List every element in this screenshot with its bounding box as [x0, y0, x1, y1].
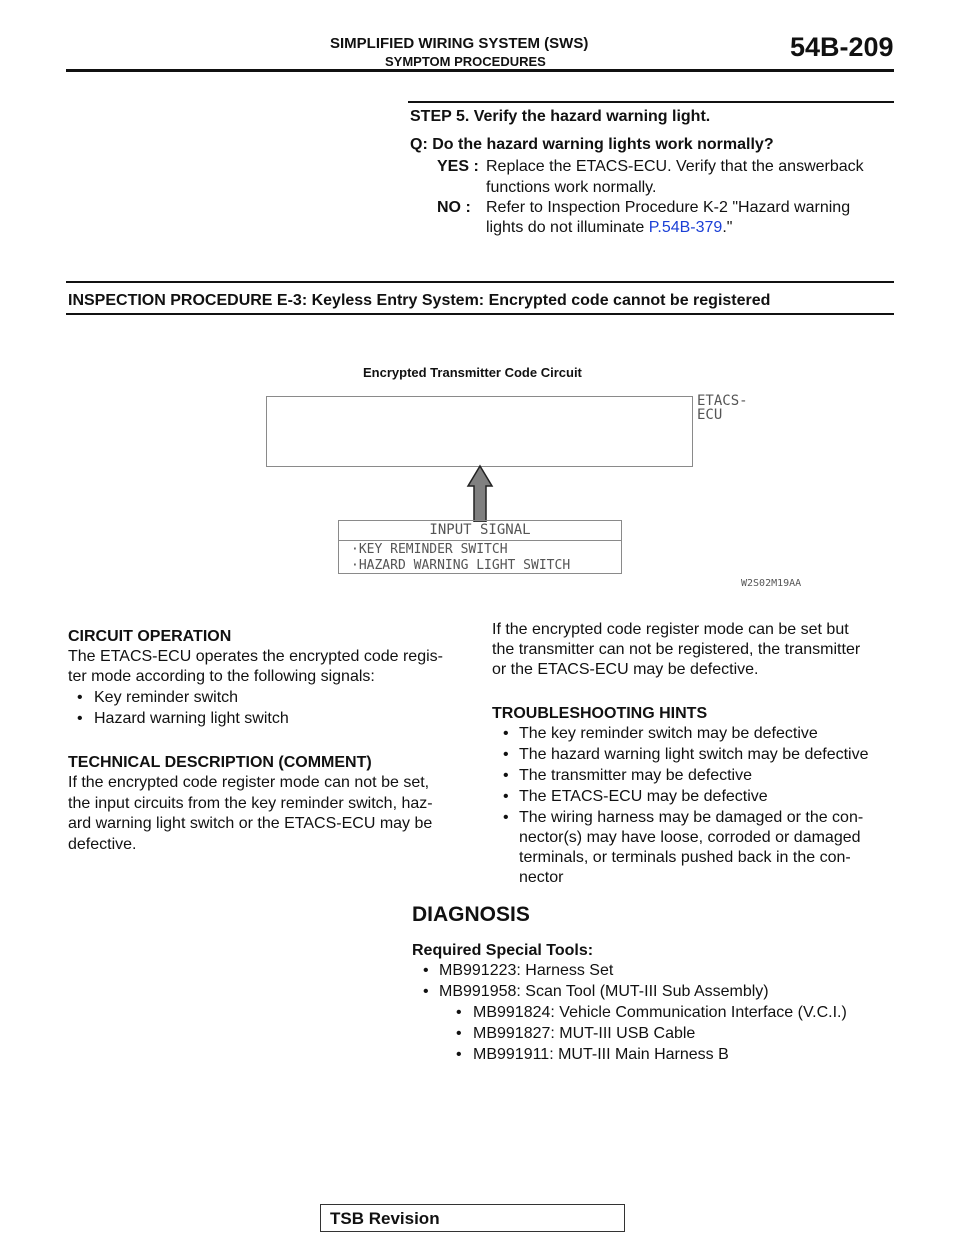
yes-text-1: Replace the ETACS-ECU. Verify that the answerback [486, 158, 864, 175]
list-item: • MB991223: Harness Set [423, 962, 614, 979]
list-item: • The wiring harness may be damaged or the con- nector(s) may have loose, corroded or damaged terminals, or terminals pushed back in the con- nector [503, 809, 864, 886]
header-title: SIMPLIFIED WIRING SYSTEM (SWS) [330, 35, 589, 52]
technical-description-line-2: the input circuits from the key reminder switch, haz- [68, 795, 433, 812]
figure-code: W2S02M19AA [741, 578, 802, 589]
header-rule [66, 69, 894, 72]
step5-title: STEP 5. Verify the hazard warning light. [410, 108, 711, 125]
list-item: • The key reminder switch may be defective [503, 725, 818, 742]
header-subtitle: SYMPTOM PROCEDURES [385, 54, 546, 69]
input-signal-divider [339, 540, 621, 541]
technical-description-line-1: If the encrypted code register mode can not be set, [68, 774, 430, 791]
list-item: • MB991824: Vehicle Communication Interface (V.C.I.) [456, 1004, 847, 1021]
section-rule-bottom [66, 313, 894, 315]
input-signal-box [338, 520, 622, 574]
diagnosis-heading: DIAGNOSIS [412, 903, 530, 926]
step5-question: Q: Do the hazard warning lights work normally? [410, 136, 774, 153]
diagram-title: Encrypted Transmitter Code Circuit [363, 365, 582, 380]
no-label: NO : [437, 199, 471, 216]
input-signal-item-2: ·HAZARD WARNING LIGHT SWITCH [351, 558, 571, 573]
step-rule [408, 101, 894, 103]
no-text-2-pre: lights do not illuminate [486, 219, 649, 236]
footer-label: TSB Revision [330, 1209, 440, 1228]
ecu-label [697, 394, 748, 422]
list-item: • Key reminder switch [68, 688, 289, 708]
input-signal-header: INPUT SIGNAL [429, 522, 531, 538]
troubleshooting-list [492, 724, 902, 888]
circuit-operation-heading: CIRCUIT OPERATION [68, 628, 232, 645]
list-item: • The transmitter may be defective [503, 767, 752, 784]
list-item: • MB991911: MUT-III Main Harness B [456, 1046, 729, 1063]
yes-text-2: functions work normally. [486, 179, 657, 196]
technical-description-heading: TECHNICAL DESCRIPTION (COMMENT) [68, 754, 372, 771]
ecu-label-line-1: ETACS- [697, 393, 748, 409]
circuit-signal-list [68, 688, 289, 729]
section-rule-top [66, 281, 894, 283]
list-item: • MB991958: Scan Tool (MUT-III Sub Assembly) [423, 983, 769, 1000]
technical-description-line-3: ard warning light switch or the ETACS-ECU may be [68, 815, 433, 832]
ecu-label-line-2: ECU [697, 407, 723, 423]
page-number: 54B-209 [790, 32, 894, 62]
tools-heading: Required Special Tools: [412, 942, 594, 959]
circuit-operation-line-2: ter mode according to the following signals: [68, 668, 375, 685]
no-text-2-post: ." [722, 219, 733, 236]
right-intro-line-3: or the ETACS-ECU may be defective. [492, 661, 759, 678]
list-item: • The hazard warning light switch may be defective [503, 746, 869, 763]
input-signal-item-1: ·KEY REMINDER SWITCH [351, 542, 508, 557]
troubleshooting-heading: TROUBLESHOOTING HINTS [492, 705, 708, 722]
list-item: • Hazard warning light switch [68, 709, 289, 729]
list-item: • The ETACS-ECU may be defective [503, 788, 768, 805]
ecu-box [266, 396, 693, 467]
circuit-operation-line-1: The ETACS-ECU operates the encrypted code regis- [68, 648, 443, 665]
section-heading: INSPECTION PROCEDURE E-3: Keyless Entry System: Encrypted code cannot be registered [68, 292, 771, 309]
technical-description-line-4: defective. [68, 836, 137, 853]
no-text-1: Refer to Inspection Procedure K-2 "Hazard warning [486, 199, 851, 216]
signal-arrow-icon [466, 464, 494, 522]
page-link[interactable]: P.54B-379 [648, 219, 723, 236]
no-text-2 [486, 218, 732, 238]
tools-list [412, 961, 912, 1065]
right-intro-line-1: If the encrypted code register mode can be set but [492, 621, 849, 638]
yes-label: YES : [437, 158, 479, 175]
right-intro-line-2: the transmitter can not be registered, the transmitter [492, 641, 861, 658]
list-item: • MB991827: MUT-III USB Cable [456, 1025, 696, 1042]
